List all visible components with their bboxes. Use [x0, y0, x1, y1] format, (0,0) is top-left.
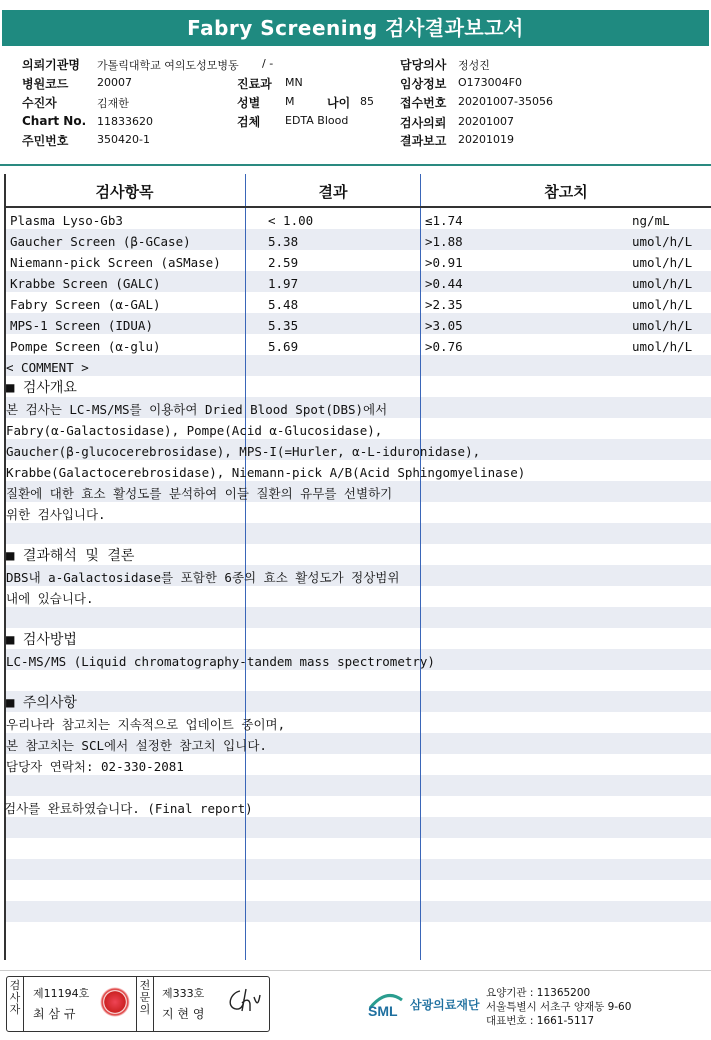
comment-heading: ■ 검사개요: [6, 380, 77, 396]
reference-value: >1.88: [425, 234, 463, 249]
comment-heading: ■ 주의사항: [6, 695, 77, 711]
org-name: 삼광의료재단: [410, 998, 480, 1012]
test-result-value: 5.35: [268, 318, 299, 333]
report-value: 20201019: [458, 133, 514, 146]
collector-value: 김재한: [97, 97, 129, 110]
test-result-value: 1.97: [268, 276, 299, 291]
reference-unit: umol/h/L: [632, 255, 693, 270]
comment-line: 위한 검사입니다.: [6, 507, 106, 522]
dept-value: MN: [285, 76, 303, 89]
dept-label: 진료과: [237, 77, 272, 91]
comment-line: 검사를 완료하였습니다. (Final report): [4, 801, 253, 816]
test-item-name: MPS-1 Screen (IDUA): [10, 318, 153, 333]
test-item-name: Gaucher Screen (β-GCase): [10, 234, 191, 249]
comment-heading: ■ 결과해석 및 결론: [6, 548, 135, 564]
code-label: 병원코드: [22, 77, 69, 91]
test-result-value: < 1.00: [268, 213, 314, 228]
code-value: 20007: [97, 76, 132, 89]
reference-unit: umol/h/L: [632, 339, 693, 354]
receipt-label: 접수번호: [400, 96, 447, 110]
org-phone: 대표번호 : 1661-5117: [486, 1015, 595, 1027]
resident-label: 주민번호: [22, 134, 69, 148]
reference-value: >0.44: [425, 276, 463, 291]
test-result-value: 5.48: [268, 297, 299, 312]
col-header-item: 검사항목: [95, 183, 154, 201]
comment-line: 내에 있습니다.: [6, 591, 94, 606]
comment-line: 본 참고치는 SCL에서 설정한 참고치 입니다.: [6, 738, 267, 753]
specialist-name: 지 현 영: [162, 1007, 205, 1021]
seal-stamp: [100, 987, 130, 1017]
reference-unit: umol/h/L: [632, 276, 693, 291]
comment-line: 질환에 대한 효소 활성도를 분석하여 이들 질환의 유무를 선별하기: [6, 486, 393, 501]
age-value: 85: [360, 95, 374, 108]
comment-line: 우리나라 참고치는 지속적으로 업데이트 중이며,: [6, 717, 286, 732]
sex-label: 성별: [237, 96, 261, 110]
specialist-number: 제333호: [162, 987, 205, 1000]
comment-line: LC-MS/MS (Liquid chromatography-tandem mass spectrometry): [6, 654, 435, 669]
resident-value: 350420-1: [97, 133, 150, 146]
institution-label: 의뢰기관명: [22, 58, 80, 72]
signature-icon: [222, 985, 262, 1017]
comment-line: < COMMENT >: [6, 360, 89, 375]
test-item-name: Fabry Screen (α-GAL): [10, 297, 161, 312]
institution-value: 가톨릭대학교 여의도성모병동: [97, 59, 239, 72]
chart-value: 11833620: [97, 115, 153, 128]
header-divider: [0, 164, 711, 166]
footer-divider: [0, 970, 711, 971]
org-address: 서울특별시 서초구 양재동 9-60: [486, 1001, 632, 1013]
comment-line: DBS내 a-Galactosidase를 포함한 6종의 효소 활성도가 정상범위: [6, 570, 400, 585]
comment-heading: ■ 검사방법: [6, 632, 77, 648]
reference-unit: umol/h/L: [632, 234, 693, 249]
reference-unit: umol/h/L: [632, 318, 693, 333]
specialist-vertical-label: 전문의: [139, 979, 151, 1016]
test-item-name: Plasma Lyso-Gb3: [10, 213, 123, 228]
reference-unit: umol/h/L: [632, 297, 693, 312]
reference-value: >3.05: [425, 318, 463, 333]
test-item-name: Niemann-pick Screen (aSMase): [10, 255, 221, 270]
comment-line: Fabry(α-Galactosidase), Pompe(Acid α-Glucosidase),: [6, 423, 383, 438]
sml-logo-icon: [366, 986, 406, 1020]
collector-label: 수진자: [22, 96, 57, 110]
sig-divider-2: [136, 977, 137, 1031]
test-item-name: Pompe Screen (α-glu): [10, 339, 161, 354]
report-label: 결과보고: [400, 134, 447, 148]
specimen-label: 검체: [237, 115, 261, 129]
inspector-name: 최 삼 규: [33, 1007, 76, 1021]
test-result-value: 5.38: [268, 234, 299, 249]
request-value: 20201007: [458, 115, 514, 128]
sex-value: M: [285, 95, 295, 108]
comment-line: 본 검사는 LC-MS/MS를 이용하여 Dried Blood Spot(DBS)에서: [6, 402, 388, 417]
header-underline: [4, 206, 711, 208]
test-result-value: 5.69: [268, 339, 299, 354]
comment-line: 담당자 연락처: 02-330-2081: [6, 759, 184, 774]
column-divider-2: [420, 174, 421, 960]
institution-extra: / -: [262, 57, 274, 70]
col-header-ref: 참고치: [544, 183, 588, 201]
chart-label: Chart No.: [22, 114, 87, 128]
doctor-value: 정성진: [458, 59, 490, 72]
reference-value: >0.76: [425, 339, 463, 354]
test-item-name: Krabbe Screen (GALC): [10, 276, 161, 291]
reference-value: >0.91: [425, 255, 463, 270]
sig-divider-1: [23, 977, 24, 1031]
reference-value: >2.35: [425, 297, 463, 312]
clinical-label: 임상정보: [400, 77, 447, 91]
sig-divider-3: [153, 977, 154, 1031]
age-label: 나이: [327, 96, 351, 110]
report-title: Fabry Screening 검사결과보고서: [2, 10, 709, 46]
sml-logo-text: SML: [368, 1003, 398, 1019]
specimen-value: EDTA Blood: [285, 114, 349, 127]
reference-value: ≤1.74: [425, 213, 463, 228]
request-label: 검사의뢰: [400, 116, 447, 130]
col-header-result: 결과: [318, 183, 348, 201]
care-number: 요양기관 : 11365200: [486, 987, 591, 999]
comment-line: Gaucher(β-glucocerebrosidase), MPS-I(=Hurler, α-L-iduronidase),: [6, 444, 481, 459]
comment-line: Krabbe(Galactocerebrosidase), Niemann-pick A/B(Acid Sphingomyelinase): [6, 465, 526, 480]
receipt-value: 20201007-35056: [458, 95, 553, 108]
reference-unit: ng/mL: [632, 213, 670, 228]
test-result-value: 2.59: [268, 255, 299, 270]
inspector-vertical-label: 검사자: [9, 979, 21, 1016]
inspector-number: 제11194호: [33, 987, 90, 1000]
clinical-value: O173004F0: [458, 76, 522, 89]
doctor-label: 담당의사: [400, 58, 447, 72]
